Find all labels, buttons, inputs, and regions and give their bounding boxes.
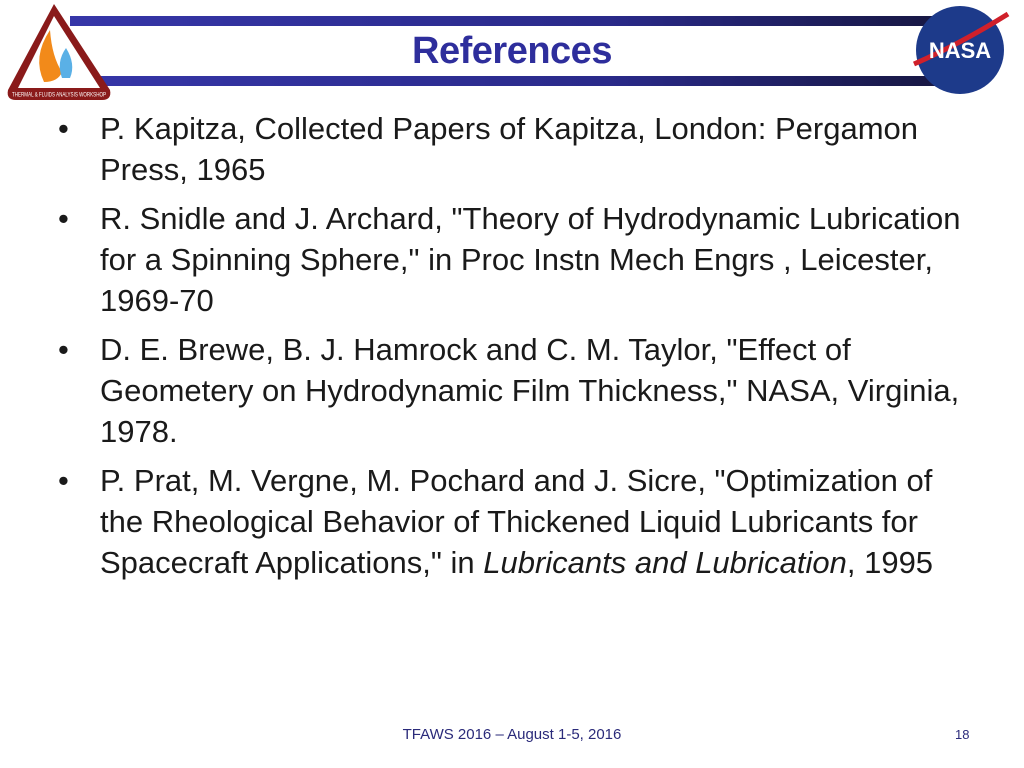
- nasa-logo-text: NASA: [928, 38, 992, 63]
- footer-text: TFAWS 2016 – August 1-5, 2016: [402, 726, 622, 743]
- reference-text: P. Prat, M. Vergne, M. Pochard and J. Sicre, "Optimization of the Rheological Behavior of Thickened Liquid Lubricants for Spacecraft Applications," in: [100, 463, 933, 580]
- reference-text: R. Snidle and J. Archard, "Theory of Hydrodynamic Lubrication for a Spinning Sphere," in Proc Instn Mech Engrs , Leicester, 1969-70: [100, 201, 961, 318]
- header-bar-bottom: [70, 76, 960, 86]
- reference-text: D. E. Brewe, B. J. Hamrock and C. M. Taylor, "Effect of Geometery on Hydrodynamic Film Thickness," NASA, Virginia, 1978.: [100, 332, 960, 449]
- page-number: 18: [955, 727, 970, 742]
- reference-item: [58, 198, 968, 321]
- tfaws-logo-text: THERMAL & FLUIDS ANALYSIS WORKSHOP: [12, 91, 106, 99]
- reference-item: [58, 460, 968, 583]
- tfaws-logo: [4, 2, 114, 102]
- reference-text: P. Kapitza, Collected Papers of Kapitza, London: Pergamon Press, 1965: [100, 111, 919, 187]
- reference-book-title: Lubricants and Lubrication: [483, 545, 847, 580]
- nasa-logo: [910, 4, 1010, 96]
- header-bar-top: [70, 16, 960, 26]
- reference-list: [58, 108, 968, 591]
- reference-year: , 1995: [846, 545, 934, 580]
- page-title: References: [412, 30, 612, 72]
- reference-item: [58, 108, 968, 190]
- reference-item: [58, 329, 968, 452]
